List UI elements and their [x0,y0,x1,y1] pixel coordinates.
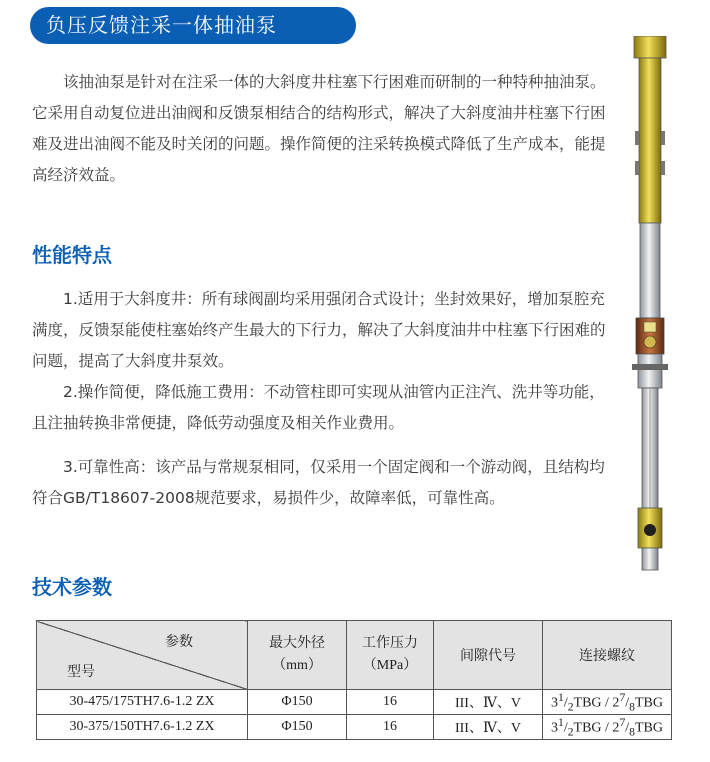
thread-cell: $3^1/_2TBG / 2^7/_8TBG$ [543,715,672,740]
od-header [248,621,347,690]
specs-heading: 技术参数 [32,575,112,599]
thread-header: 连接螺纹 [543,621,672,690]
table-header-row [37,621,672,690]
intro-paragraph: 该抽油泵是针对在注采一体的大斜度井柱塞下行困难而研制的一种特种抽油泵。它采用自动复位进出油阀和反馈泵相结合的结构形式，解决了大斜度油井柱塞下行困难及进出油阀不能及时关闭的问题。操作简便的注采转换模式降低了生产成本，能提高经济效益。 [32,73,606,184]
pump-illustration [620,36,680,572]
pressure-header-label: 工作压力 [362,636,418,651]
od-cell: Φ150 [248,715,347,740]
thread-cell: $3^1/_2TBG / 2^7/_8TBG$ [543,690,672,715]
pressure-cell: 16 [347,690,434,715]
clearance-cell: III、Ⅳ、V [434,690,543,715]
header-model-label: 型号 [67,665,95,680]
feature-item-3: 3.可靠性高：该产品与常规泵相同，仅采用一个固定阀和一个游动阀，且结构均符合GB/T18607-2008规范要求，易损件少，故障率低，可靠性高。 [32,458,605,507]
table-row [37,715,672,740]
clearance-cell: III、Ⅳ、V [434,715,543,740]
features-heading: 性能特点 [32,243,112,267]
od-header-unit: （mm） [272,658,322,673]
page-title: 负压反馈注采一体抽油泵 [30,7,356,44]
pressure-cell: 16 [347,715,434,740]
param-model-header [37,621,248,690]
clearance-header: 间隙代号 [434,621,543,690]
model-cell: 30-375/150TH7.6-1.2 ZX [37,715,248,740]
od-header-label: 最大外径 [269,636,325,651]
pressure-header [347,621,434,690]
pressure-header-unit: （MPa） [362,658,418,673]
table-row [37,690,672,715]
feature-item-2: 2.操作简便，降低施工费用：不动管柱即可实现从油管内正注汽、洗井等功能，且注抽转换非常便捷，降低劳动强度及相关作业费用。 [32,383,605,432]
feature-item-1: 1.适用于大斜度井：所有球阀副均采用强闭合式设计；坐封效果好，增加泵腔充满度，反馈泵能使柱塞始终产生最大的下行力，解决了大斜度油井中柱塞下行困难的问题，提高了大斜度井泵效。 [32,290,606,370]
od-cell: Φ150 [248,690,347,715]
model-cell: 30-475/175TH7.6-1.2 ZX [37,690,248,715]
specs-table [36,620,672,740]
header-param-label: 参数 [165,635,193,650]
